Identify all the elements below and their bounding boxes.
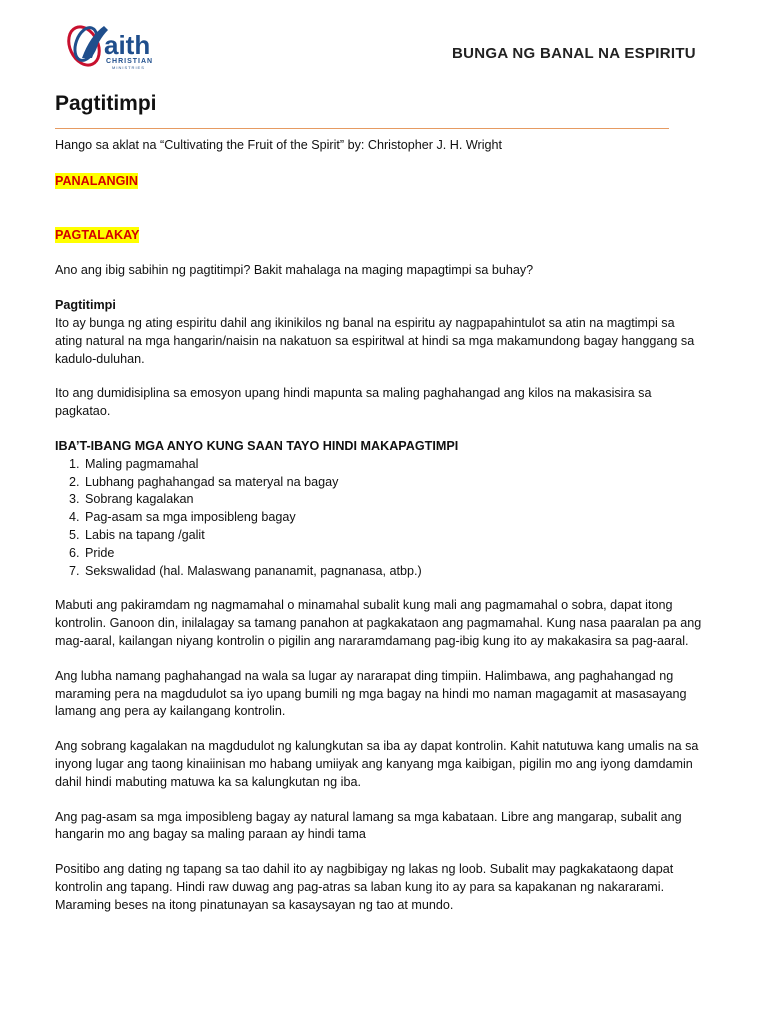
svg-text:MINISTRIES: MINISTRIES: [112, 65, 145, 70]
faith-christian-ministries-logo: [64, 16, 206, 72]
title-divider: [55, 128, 669, 129]
list-item: 7. Sekswalidad (hal. Malaswang pananamit, pagnanasa, atbp.): [83, 563, 705, 581]
document-body: [55, 137, 705, 915]
list-item: 4. Pag-asam sa mga imposibleng bagay: [83, 509, 705, 527]
paragraph-joy: Ang sobrang kagalakan na magdudulot ng kalungkutan sa iba ay dapat kontrolin. Kahit natutuwa kang umalis na sa inyong lugar ang taong kinaiinisan mo habang umiiyak ang kanyang mga kaibigan, pigilin mo ang iyong damdamin dahil hindi mabuting matuwa ka sa kalungkutan ng iba.: [55, 739, 699, 789]
discussion-question: Ano ang ibig sabihin ng pagtitimpi? Bakit mahalaga na maging mapagtimpi sa buhay?: [55, 263, 534, 278]
list-item: 5. Labis na tapang /galit: [83, 527, 705, 545]
paragraph-impossible: Ang pag-asam sa mga imposibleng bagay ay natural lamang sa mga kabataan. Libre ang mangarap, subalit ang hangarin mo ang bagay sa maling paraan ay hindi tama: [55, 809, 682, 842]
paragraph-love: Mabuti ang pakiramdam ng nagmamahal o minamahal subalit kung mali ang pagmamahal o sobra, dapat itong kontrolin. Ganoon din, inilalagay sa tamang panahon at pagkakataon ang pagmamahal. Kung nasa paaralan pa ang mag-aaral, kailangan niyang kontrolin o pigilin ang nararamdamang pag-ibig kung ito ay makakasira sa pag-aaral.: [55, 598, 702, 648]
list-item: 1. Maling pagmamahal: [83, 456, 705, 474]
paragraph-material: Ang lubha namang paghahangad na wala sa lugar ay nararapat ding timpiin. Halimbawa, ang paghahangad ng maraming pera na magdudulot sa iyo upang bumili ng mga bagay na hindi mo naman magagamit at masasayang lamang ang pera ay kailangang kontrolin.: [55, 668, 687, 719]
list-item: 3. Sobrang kagalakan: [83, 491, 705, 509]
section-prayer-label: PANALANGIN: [55, 173, 139, 188]
forms-list: [55, 456, 705, 581]
page-title: Pagtitimpi: [55, 92, 157, 115]
svg-text:CHRISTIAN: CHRISTIAN: [106, 58, 154, 65]
svg-text:aith: aith: [104, 30, 151, 60]
paragraph-courage: Positibo ang dating ng tapang sa tao dahil ito ay nagbibigay ng lakas ng loob. Subalit may pagkakataong dapat kontrolin ang tapang. Hindi raw duwag ang pag-atras sa laban kung ito ay para sa kapakanan ng nakararami. Maraming beses na itong pinatunayan sa kasaysayan ng tao at mundo.: [55, 862, 674, 912]
list-item: 2. Lubhang paghahangad sa materyal na bagay: [83, 474, 705, 492]
header-title: BUNGA NG BANAL NA ESPIRITU: [452, 45, 696, 62]
definition-paragraph: Ito ay bunga ng ating espiritu dahil ang ikinikilos ng banal na espiritu ay nagpapahintulot sa atin na magtimpi sa ating natural na mga hangarin/naisin na nakatuon sa espiritwal at hindi sa mga makamundong bagay hanggang sa kadulo-duluhan.: [55, 315, 695, 366]
definition-heading: Pagtitimpi: [55, 298, 116, 313]
list-heading: IBA’T-IBANG MGA ANYO KUNG SAAN TAYO HINDI MAKAPAGTIMPI: [55, 438, 459, 453]
list-item: 6. Pride: [83, 545, 705, 563]
section-discussion-label: PAGTALAKAY: [55, 227, 140, 242]
source-citation: Hango sa aklat na “Cultivating the Fruit of the Spirit” by: Christopher J. H. Wright: [55, 138, 503, 152]
discipline-paragraph: Ito ang dumidisiplina sa emosyon upang hindi mapunta sa maling paghahangad ang kilos na makasisira sa pagkatao.: [55, 386, 652, 419]
